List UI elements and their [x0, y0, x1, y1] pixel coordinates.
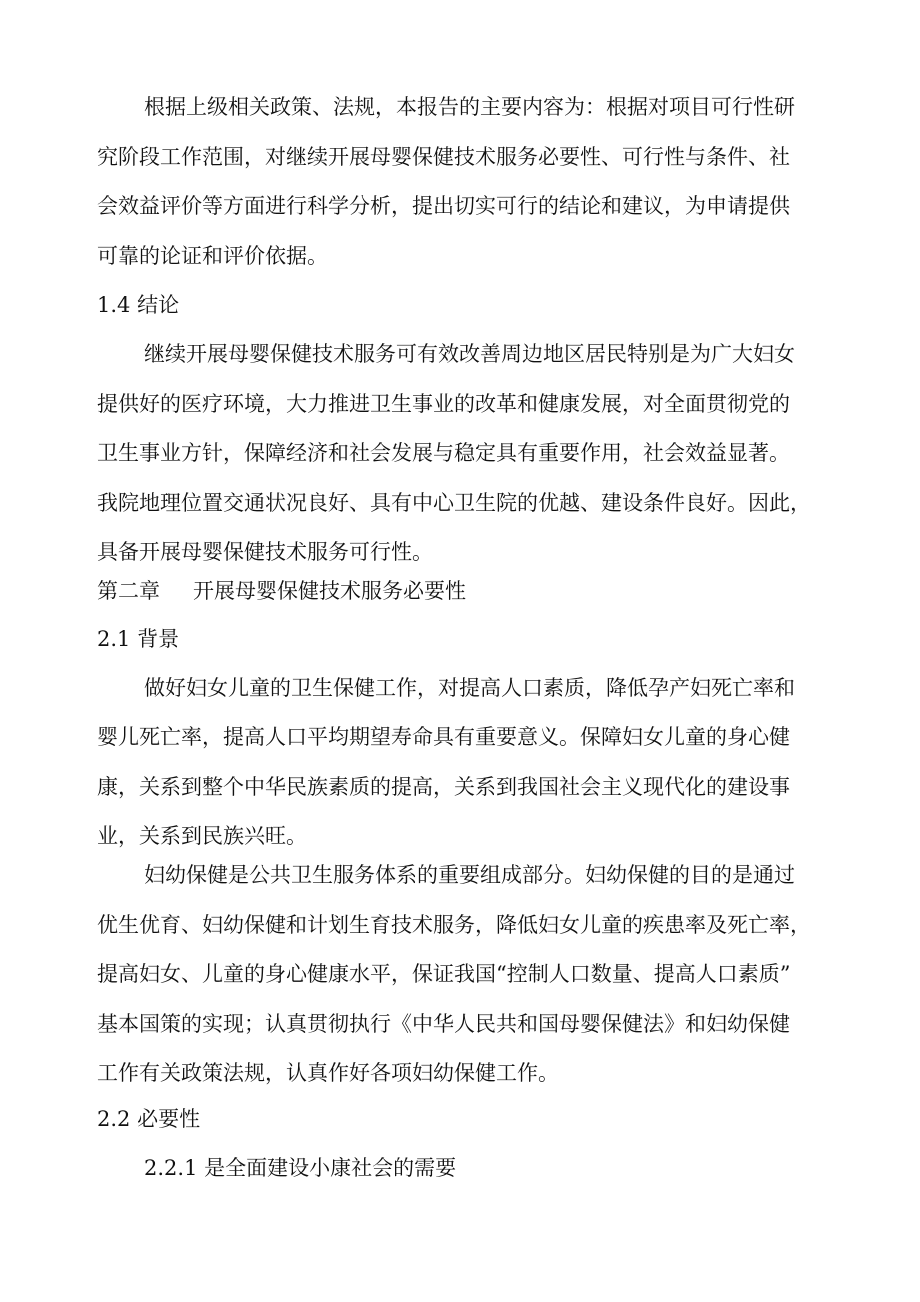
paragraph-line: 婴儿死亡率，提高人口平均期望寿命具有重要意义。保障妇女儿童的身心健: [97, 725, 790, 749]
paragraph-line: 业，关系到民族兴旺。: [97, 824, 307, 848]
paragraph-line: 究阶段工作范围，对继续开展母婴保健技术服务必要性、可行性与条件、社: [97, 145, 790, 169]
paragraph-line: 提高妇女、儿童的身心健康水平，保证我国“控制人口数量、提高人口素质”: [97, 962, 791, 986]
paragraph-line: 提供好的医疗环境，大力推进卫生事业的改革和健康发展，对全面贯彻党的: [97, 392, 790, 416]
paragraph-line: 我院地理位置交通状况良好、具有中心卫生院的优越、建设条件良好。因此，: [97, 491, 811, 515]
paragraph-line: 具备开展母婴保健技术服务可行性。: [97, 540, 433, 564]
paragraph-line: 优生优育、妇幼保健和计划生育技术服务，降低妇女儿童的疾患率及死亡率，: [97, 913, 811, 937]
paragraph-line: 工作有关政策法规，认真作好各项妇幼保健工作。: [97, 1061, 559, 1085]
section-heading-1-4: 1.4 结论: [97, 293, 180, 317]
paragraph-line: 康，关系到整个中华民族素质的提高，关系到我国社会主义现代化的建设事: [97, 775, 790, 799]
paragraph-line: 会效益评价等方面进行科学分析，提出切实可行的结论和建议，为申请提供: [97, 194, 790, 218]
paragraph-line: 妇幼保健是公共卫生服务体系的重要组成部分。妇幼保健的目的是通过: [144, 863, 795, 887]
section-heading-2-1: 2.1 背景: [97, 627, 180, 651]
paragraph-line: 可靠的论证和评价依据。: [97, 244, 328, 268]
subsection-heading-2-2-1: 2.2.1 是全面建设小康社会的需要: [144, 1156, 457, 1180]
chapter-label: 第二章: [97, 579, 160, 603]
chapter-title: 开展母婴保健技术服务必要性: [193, 579, 466, 603]
paragraph-line: 做好妇女儿童的卫生保健工作，对提高人口素质，降低孕产妇死亡率和: [144, 676, 795, 700]
section-heading-2-2: 2.2 必要性: [97, 1107, 201, 1131]
paragraph-line: 继续开展母婴保健技术服务可有效改善周边地区居民特别是为广大妇女: [144, 342, 795, 366]
paragraph-line: 根据上级相关政策、法规，本报告的主要内容为：根据对项目可行性研: [144, 95, 795, 119]
paragraph-line: 卫生事业方针，保障经济和社会发展与稳定具有重要作用，社会效益显著。: [97, 441, 790, 465]
paragraph-line: 基本国策的实现；认真贯彻执行《中华人民共和国母婴保健法》和妇幼保健: [97, 1012, 790, 1036]
